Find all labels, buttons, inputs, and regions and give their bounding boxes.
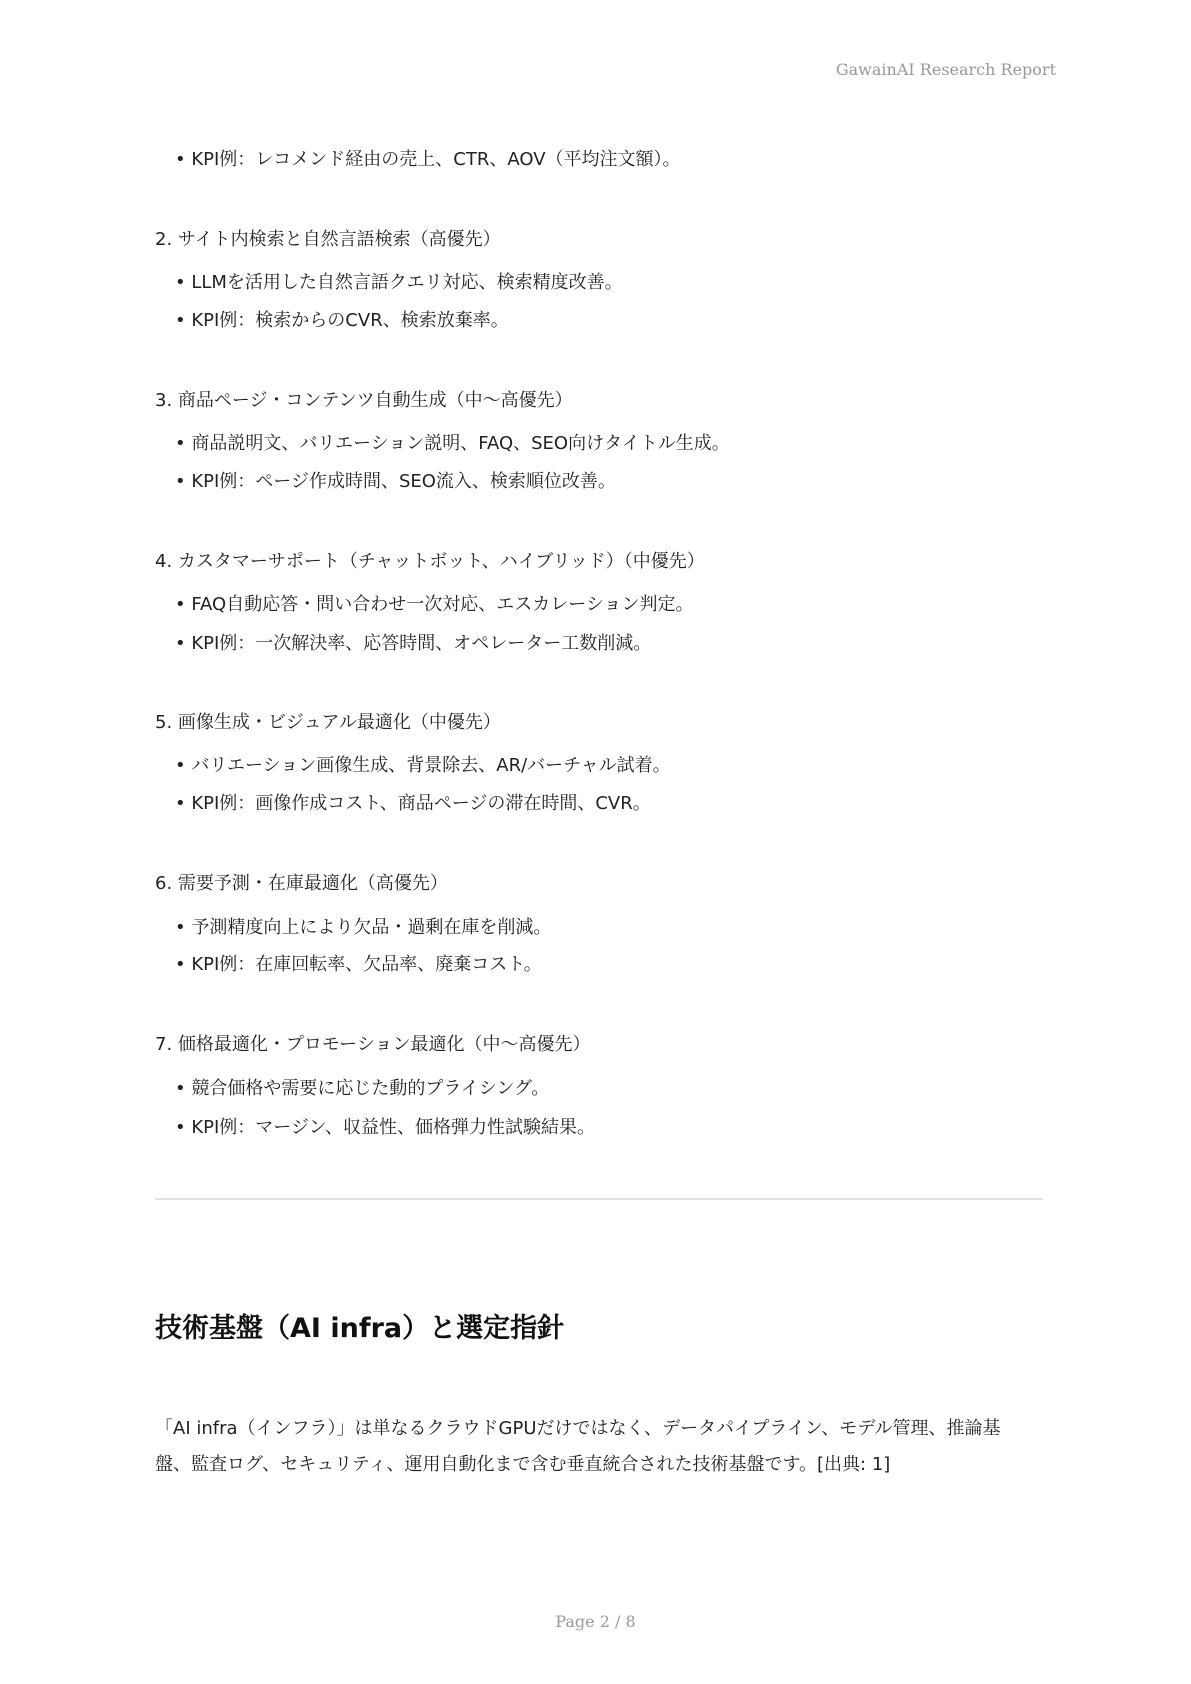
running-header: GawainAI Research Report	[835, 60, 1056, 79]
list-bullet: • KPI例：検索からのCVR、検索放棄率。	[175, 309, 509, 333]
list-bullet: • 予測精度向上により欠品・過剰在庫を削減。	[175, 916, 551, 940]
list-bullet: • FAQ自動応答・問い合わせ一次対応、エスカレーション判定。	[175, 593, 694, 617]
list-item-title: 7. 価格最適化・プロモーション最適化（中〜高優先）	[155, 1034, 591, 1055]
list-bullet: • KPI例：在庫回転率、欠品率、廃棄コスト。	[175, 953, 542, 977]
list-bullet: • KPI例：ページ作成時間、SEO流入、検索順位改善。	[175, 470, 616, 494]
section-heading: 技術基盤（AI infra）と選定指針	[155, 1313, 565, 1344]
list-item-title: 3. 商品ページ・コンテンツ自動生成（中〜高優先）	[155, 390, 573, 411]
list-item-title: 4. カスタマーサポート（チャットボット、ハイブリッド）（中優先）	[155, 551, 705, 572]
list-bullet: • 競合価格や需要に応じた動的プライシング。	[175, 1077, 549, 1101]
body-paragraph: 「AI infra（インフラ）」は単なるクラウドGPUだけではなく、データパイプライン、モデル管理、推論基盤、監査ログ、セキュリティ、運用自動化まで含む垂直統合された技術基盤です。[出典: 1]	[155, 1418, 1001, 1475]
list-bullet: • バリエーション画像生成、背景除去、AR/バーチャル試着。	[175, 754, 671, 778]
list-item-title: 5. 画像生成・ビジュアル最適化（中優先）	[155, 712, 501, 733]
list-item-title: 6. 需要予測・在庫最適化（高優先）	[155, 873, 448, 894]
page-number: Page 2 / 8	[555, 1612, 636, 1631]
list-bullet: • LLMを活用した自然言語クエリ対応、検索精度改善。	[175, 271, 623, 295]
list-bullet: • KPI例：一次解決率、応答時間、オペレーター工数削減。	[175, 632, 651, 656]
list-bullet: • KPI例：レコメンド経由の売上、CTR、AOV（平均注文額）。	[175, 148, 681, 172]
list-bullet: • KPI例：画像作成コスト、商品ページの滞在時間、CVR。	[175, 792, 651, 816]
list-bullet: • KPI例：マージン、収益性、価格弾力性試験結果。	[175, 1116, 595, 1140]
list-bullet: • 商品説明文、バリエーション説明、FAQ、SEO向けタイトル生成。	[175, 432, 730, 456]
list-item-title: 2. サイト内検索と自然言語検索（高優先）	[155, 229, 501, 250]
section-divider	[155, 1198, 1043, 1200]
